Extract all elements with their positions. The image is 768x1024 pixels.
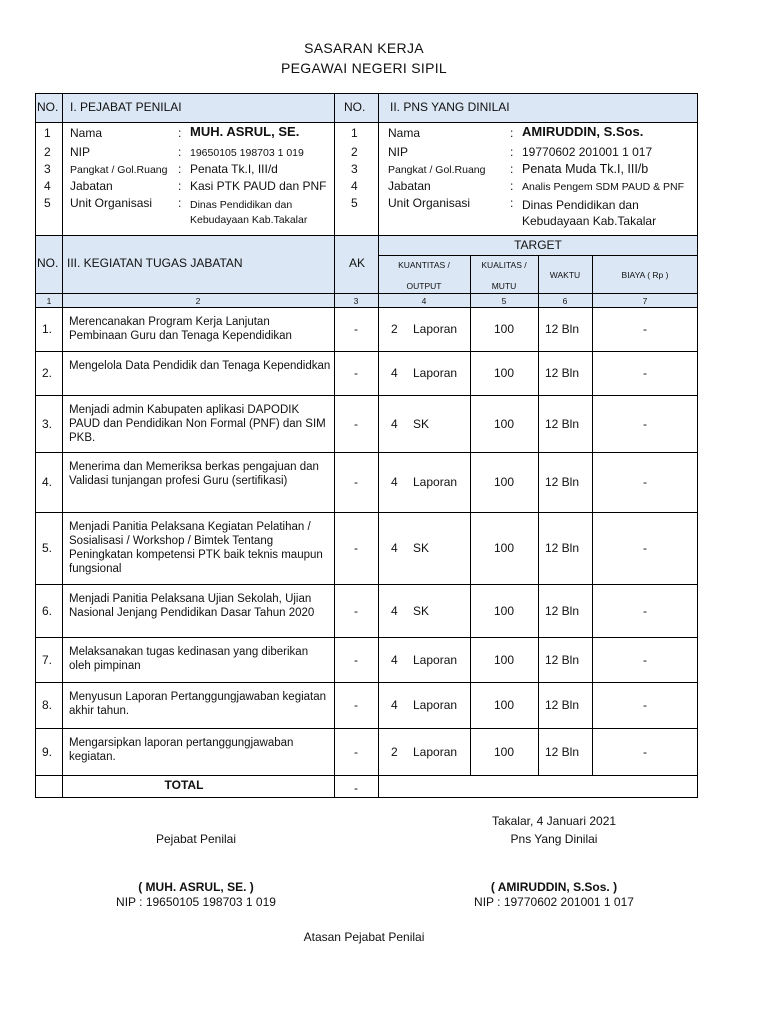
col-ak-header: AK xyxy=(348,256,365,270)
ak-value: - xyxy=(354,541,358,555)
unit-value: Laporan xyxy=(413,475,458,489)
section1-no-header: NO. xyxy=(37,100,59,114)
dinilai-jabatan-value: Analis Pengem SDM PAUD & PNF xyxy=(522,181,685,193)
row-number: 1 xyxy=(351,126,358,140)
activity-text: Merencanakan Program Kerja Lanjutan Pembinaan Guru dan Tenaga Kependidikan xyxy=(69,316,292,342)
colon: : xyxy=(178,179,182,193)
section1-header: I. PEJABAT PENILAI xyxy=(70,100,182,114)
colon: : xyxy=(510,196,514,210)
ak-value: - xyxy=(354,604,358,618)
penilai-unit-value-line2: Kebudayaan Kab.Takalar xyxy=(190,214,308,226)
penilai-name-value: MUH. ASRUL, SE. xyxy=(190,124,300,139)
waktu-header: WAKTU xyxy=(549,270,581,280)
quality-value: 100 xyxy=(493,322,515,336)
penilai-jabatan-value: Kasi PTK PAUD dan PNF xyxy=(190,179,327,193)
field-label: NIP xyxy=(70,145,91,159)
colon: : xyxy=(178,145,182,159)
cost-value: - xyxy=(643,541,647,555)
row-number: 4 xyxy=(351,179,358,193)
kuantitas-header: KUANTITAS / xyxy=(398,260,450,270)
time-value: 12 Bln xyxy=(545,475,580,489)
colon: : xyxy=(510,179,514,193)
kualitas-header: KUALITAS / xyxy=(481,260,527,270)
field-label: Pangkat / Gol.Ruang xyxy=(388,164,486,176)
left-signer-nip: NIP : 19650105 198703 1 019 xyxy=(116,895,276,909)
cost-value: - xyxy=(643,745,647,759)
right-signer-name: ( AMIRUDDIN, S.Sos. ) xyxy=(490,880,618,894)
quantity-value: 4 xyxy=(391,366,398,380)
dinilai-unit-value-line2: Kebudayaan Kab.Takalar xyxy=(522,214,657,228)
colnum: 5 xyxy=(501,296,507,306)
field-label: Nama xyxy=(70,126,103,140)
cost-value: - xyxy=(643,366,647,380)
row-number: 5 xyxy=(44,196,51,210)
total-ak: - xyxy=(354,781,358,795)
left-signer-name: ( MUH. ASRUL, SE. ) xyxy=(138,880,254,894)
time-value: 12 Bln xyxy=(545,322,580,336)
atasan-role: Atasan Pejabat Penilai xyxy=(303,930,425,944)
row-number: 4. xyxy=(42,475,53,489)
right-signer-nip: NIP : 19770602 201001 1 017 xyxy=(474,895,634,909)
row-number: 7. xyxy=(42,653,53,667)
unit-value: Laporan xyxy=(413,745,458,759)
dinilai-name-value: AMIRUDDIN, S.Sos. xyxy=(522,124,644,139)
field-label: Pangkat / Gol.Ruang xyxy=(70,164,168,176)
quality-value: 100 xyxy=(493,366,515,380)
row-number: 9. xyxy=(42,745,53,759)
dinilai-nip-value: 19770602 201001 1 017 xyxy=(522,145,653,159)
unit-value: Laporan xyxy=(413,366,458,380)
quality-value: 100 xyxy=(493,698,515,712)
cost-value: - xyxy=(643,322,647,336)
ak-value: - xyxy=(354,417,358,431)
target-header: TARGET xyxy=(514,238,562,252)
unit-value: Laporan xyxy=(413,322,458,336)
activity-text: Menjadi Panitia Pelaksana Kegiatan Pelatihan / Sosialisasi / Workshop / Bimtek Tentang Peningkatan kompetensi PTK baik teknis maupun fungsional xyxy=(69,521,323,575)
biaya-header: BIAYA ( Rp ) xyxy=(621,270,669,280)
document-subtitle: PEGAWAI NEGERI SIPIL xyxy=(280,60,447,76)
quality-value: 100 xyxy=(493,604,515,618)
colnum: 1 xyxy=(46,296,52,306)
row-number: 4 xyxy=(44,179,51,193)
quantity-value: 4 xyxy=(391,417,398,431)
mutu-header: MUTU xyxy=(491,281,517,291)
quality-value: 100 xyxy=(493,653,515,667)
section2-no-header: NO. xyxy=(344,100,366,114)
colnum: 2 xyxy=(195,296,201,306)
activity-text: Menyusun Laporan Pertanggungjawaban kegiatan akhir tahun. xyxy=(69,691,327,717)
total-label: TOTAL xyxy=(164,778,204,792)
col-kegiatan-header: III. KEGIATAN TUGAS JABATAN xyxy=(67,256,243,270)
quantity-value: 2 xyxy=(391,745,398,759)
row-number: 5. xyxy=(42,541,53,555)
row-number: 3 xyxy=(351,162,358,176)
right-role: Pns Yang Dinilai xyxy=(510,832,598,846)
field-label: Nama xyxy=(388,126,421,140)
colon: : xyxy=(510,162,514,176)
time-value: 12 Bln xyxy=(545,541,580,555)
colnum: 3 xyxy=(353,296,359,306)
row-number: 2 xyxy=(44,145,51,159)
cost-value: - xyxy=(643,475,647,489)
colon: : xyxy=(510,145,514,159)
dinilai-unit-value: Dinas Pendidikan dan xyxy=(522,198,639,212)
quantity-value: 4 xyxy=(391,698,398,712)
quantity-value: 4 xyxy=(391,604,398,618)
time-value: 12 Bln xyxy=(545,653,580,667)
quantity-value: 4 xyxy=(391,541,398,555)
row-number: 2 xyxy=(351,145,358,159)
row-number: 1 xyxy=(44,126,51,140)
quantity-value: 4 xyxy=(391,653,398,667)
row-number: 5 xyxy=(351,196,358,210)
row-number: 6. xyxy=(42,604,53,618)
penilai-nip-value: 19650105 198703 1 019 xyxy=(190,147,304,159)
unit-value: SK xyxy=(413,541,430,555)
colon: : xyxy=(178,126,182,140)
row-number: 8. xyxy=(42,698,53,712)
activity-text: Mengarsipkan laporan pertanggungjawaban kegiatan. xyxy=(69,737,294,763)
activity-text: Menjadi admin Kabupaten aplikasi DAPODIK PAUD dan Pendidikan Non Formal (PNF) dan SIM PKB. xyxy=(69,404,326,444)
cost-value: - xyxy=(643,604,647,618)
quality-value: 100 xyxy=(493,541,515,555)
quantity-value: 2 xyxy=(391,322,398,336)
section2-header: II. PNS YANG DINILAI xyxy=(390,100,510,114)
ak-value: - xyxy=(354,698,358,712)
unit-value: SK xyxy=(413,604,430,618)
ak-value: - xyxy=(354,475,358,489)
unit-value: Laporan xyxy=(413,698,458,712)
ak-value: - xyxy=(354,366,358,380)
quantity-value: 4 xyxy=(391,475,398,489)
field-label: Unit Organisasi xyxy=(70,196,153,210)
ak-value: - xyxy=(354,322,358,336)
ak-value: - xyxy=(354,745,358,759)
colon: : xyxy=(510,126,514,140)
field-label: NIP xyxy=(388,145,409,159)
output-header: OUTPUT xyxy=(406,281,442,291)
cost-value: - xyxy=(643,653,647,667)
cost-value: - xyxy=(643,698,647,712)
field-label: Jabatan xyxy=(70,179,113,193)
row-number: 3. xyxy=(42,417,53,431)
field-label: Unit Organisasi xyxy=(388,196,471,210)
unit-value: Laporan xyxy=(413,653,458,667)
ak-value: - xyxy=(354,653,358,667)
document-title: SASARAN KERJA xyxy=(304,40,424,56)
col-no-header: NO. xyxy=(37,256,59,270)
time-value: 12 Bln xyxy=(545,604,580,618)
penilai-pangkat-value: Penata Tk.I, III/d xyxy=(190,162,278,176)
penilai-unit-value: Dinas Pendidikan dan xyxy=(190,199,293,211)
quality-value: 100 xyxy=(493,417,515,431)
colnum: 6 xyxy=(562,296,568,306)
colnum: 4 xyxy=(421,296,427,306)
time-value: 12 Bln xyxy=(545,417,580,431)
colnum: 7 xyxy=(642,296,648,306)
dinilai-pangkat-value: Penata Muda Tk.I, III/b xyxy=(522,162,649,176)
colon: : xyxy=(178,162,182,176)
activity-text: Menjadi Panitia Pelaksana Ujian Sekolah, Ujian Nasional Jenjang Pendidikan Dasar Tahun 2020 xyxy=(69,593,315,619)
row-number: 2. xyxy=(42,366,53,380)
field-label: Jabatan xyxy=(388,179,431,193)
row-number: 3 xyxy=(44,162,51,176)
activity-text: Menerima dan Memeriksa berkas pengajuan dan Validasi tunjangan profesi Guru (sertifikasi) xyxy=(69,461,319,487)
quality-value: 100 xyxy=(493,475,515,489)
row-number: 1. xyxy=(42,322,53,336)
time-value: 12 Bln xyxy=(545,366,580,380)
cost-value: - xyxy=(643,417,647,431)
colon: : xyxy=(178,196,182,210)
unit-value: SK xyxy=(413,417,430,431)
left-role: Pejabat Penilai xyxy=(155,832,237,846)
quality-value: 100 xyxy=(493,745,515,759)
time-value: 12 Bln xyxy=(545,745,580,759)
activity-text: Melaksanakan tugas kedinasan yang diberikan oleh pimpinan xyxy=(69,646,309,672)
activity-text: Mengelola Data Pendidik dan Tenaga Kependidkan xyxy=(69,360,331,372)
place-date: Takalar, 4 Januari 2021 xyxy=(491,814,617,828)
time-value: 12 Bln xyxy=(545,698,580,712)
